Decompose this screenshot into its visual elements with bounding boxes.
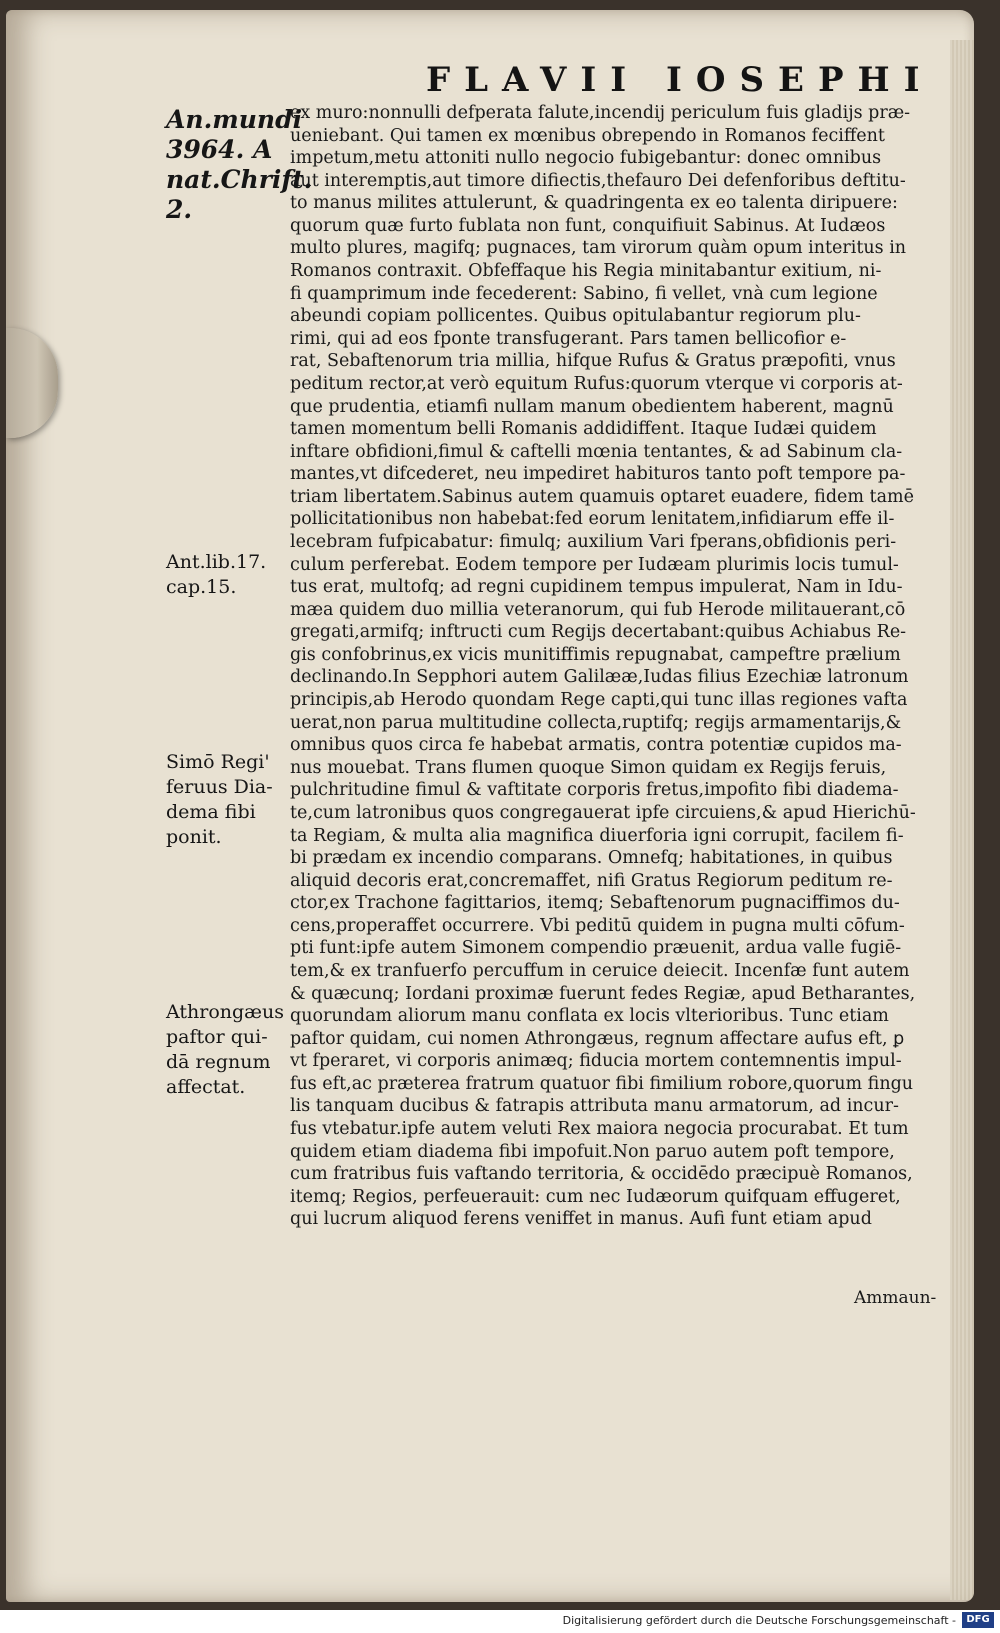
text-line: multo plures, magifq; pugnaces, tam virorum quàm opum interitus in bbox=[290, 238, 907, 259]
book-page bbox=[6, 10, 974, 1602]
text-line: vt fperaret, vi corporis animæq; fiducia mortem contemnentis impul- bbox=[290, 1051, 902, 1072]
dfg-logo: DFG bbox=[962, 1612, 994, 1628]
text-line: cens,properaffet occurrere. Vbi peditū quidem in pugna multi cōfum- bbox=[290, 915, 905, 936]
marginal-reference-note: Ant.lib.17. cap.15. bbox=[166, 551, 267, 598]
text-line: mantes,vt difcederet, neu impediret habituros tanto poft tempore pa- bbox=[290, 464, 906, 485]
text-line: abeundi copiam pollicentes. Quibus opitulabantur regiorum plu- bbox=[290, 306, 861, 327]
marginal-date-note: An.mundi 3964. A nat.Chrift. 2. bbox=[166, 105, 313, 224]
text-line: lis tanquam ducibus & fatrapis attributa manu armatorum, ad incur- bbox=[290, 1096, 899, 1117]
text-line: ueniebant. Qui tamen ex mœnibus obrependo in Romanos feciffent bbox=[290, 125, 885, 146]
text-line: to manus milites attulerunt, & quadringenta ex eo talenta diripuere: bbox=[290, 193, 898, 214]
text-line: fi quamprimum inde fecederent: Sabino, fi vellet, vnà cum legione bbox=[290, 283, 878, 304]
text-line: gregati,armifq; inftructi cum Regijs decertabant:quibus Achiabus Re- bbox=[290, 622, 907, 643]
text-line: qui lucrum aliquod ferens veniffet in manus. Aufi funt etiam apud bbox=[290, 1209, 872, 1230]
catchword: Ammaun- bbox=[854, 1288, 937, 1308]
text-line: impetum,metu attoniti nullo negocio fubigebantur: donec omnibus bbox=[290, 148, 882, 169]
text-line: cum fratribus fuis vaftando territoria, & occidēdo præcipuè Romanos, bbox=[290, 1164, 913, 1185]
text-line: tus erat, multofq; ad regni cupidinem tempus impulerat, Nam in Idu- bbox=[290, 577, 903, 598]
text-line: rat, Sebaftenorum tria millia, hifque Rufus & Gratus præpofiti, vnus bbox=[290, 351, 896, 372]
text-line: bi prædam ex incendio comparans. Omnefq; habitationes, in quibus bbox=[290, 848, 893, 869]
text-line: nus mouebat. Trans flumen quoque Simon quidam ex Regijs feruis, bbox=[290, 757, 887, 778]
text-line: rimi, qui ad eos fponte transfugerant. Pars tamen bellicofior e- bbox=[290, 328, 847, 349]
text-line: lecebram fufpicabatur: fimulq; auxilium Vari fperans,obfidionis peri- bbox=[290, 531, 897, 552]
text-line: quidem etiam diadema fibi impofuit.Non paruo autem poft tempore, bbox=[290, 1141, 895, 1162]
text-line: quorundam aliorum manu conflata ex locis vlterioribus. Tunc etiam bbox=[290, 1006, 889, 1027]
text-line: principis,ab Herodo quondam Rege capti,qui tunc illas regiones vafta bbox=[290, 690, 908, 711]
text-line: paftor quidam, cui nomen Athrongæus, regnum affectare aufus eft, ꝑ bbox=[290, 1028, 905, 1049]
page-edges bbox=[950, 40, 974, 1600]
text-line: ta Regiam, & multa alia magnifica diuerforia igni corrupit, facilem fi- bbox=[290, 825, 904, 846]
text-line: & quæcunq; Iordani proximæ fuerunt fedes Regiæ, apud Betharantes, bbox=[290, 983, 916, 1004]
text-line: fus eft,ac præterea fratrum quatuor fibi fimilium robore,quorum fingu bbox=[290, 1073, 914, 1094]
text-line: ex muro:nonnulli defperata falute,incendij periculum fuis gladijs præ- bbox=[290, 103, 911, 123]
text-line: fus vtebatur.ipfe autem veluti Rex maiora negocia procurabat. Et tum bbox=[290, 1119, 909, 1140]
text-line: quorum quæ furto fublata non funt, conquifiuit Sabinus. At Iudæos bbox=[290, 215, 886, 236]
text-line: omnibus quos circa fe habebat armatis, contra potentiæ cupidos ma- bbox=[290, 735, 902, 756]
text-line: tem,& ex tranfuerfo percuffum in ceruice deiecit. Incenfæ funt autem bbox=[290, 960, 910, 981]
text-line: aut interemptis,aut timore difiectis,thefauro Dei defenforibus deftitu- bbox=[290, 170, 906, 191]
text-line: peditum rector,at verò equitum Rufus:quorum vterque vi corporis at- bbox=[290, 373, 903, 394]
text-line: gis confobrinus,ex vicis munitiffimis repugnabat, campeftre prælium bbox=[290, 644, 901, 665]
text-line: mæa quidem duo millia veteranorum, qui fub Herode militauerant,cō bbox=[290, 599, 906, 620]
text-line: itemq; Regios, perfeuerauit: cum nec Iudæorum quifquam effugeret, bbox=[290, 1186, 901, 1207]
text-line: Romanos contraxit. Obfeffaque his Regia minitabantur exitium, ni- bbox=[290, 261, 882, 282]
text-line: te,cum latronibus quos congregauerat ipfe circuiens,& apud Hierichū- bbox=[290, 802, 916, 823]
text-line: tamen momentum belli Romanis addidiffent. Itaque Iudæi quidem bbox=[290, 419, 877, 440]
text-line: aliquid decoris erat,concremaffet, nifi Gratus Regiorum peditum re- bbox=[290, 870, 893, 891]
text-line: inftare obfidioni,fimul & caftelli mœnia tentantes, & ad Sabinum cla- bbox=[290, 441, 903, 462]
text-line: culum perferebat. Eodem tempore per Iudæam plurimis locis tumul- bbox=[290, 554, 899, 575]
main-text-block bbox=[290, 102, 950, 1231]
page-clip bbox=[6, 328, 58, 438]
funding-credit: Digitalisierung gefördert durch die Deutsche Forschungsgemeinschaft - bbox=[562, 1614, 956, 1627]
marginal-athrongaeus-note: Athrongæus paftor qui- dā regnum affectat. bbox=[166, 1001, 285, 1098]
text-line: uerat,non parua multitudine collecta,ruptifq; regijs armamentarijs,& bbox=[290, 712, 902, 733]
marginal-simon-note: Simō Regi' feruus Dia- dema fibi ponit. bbox=[166, 751, 273, 848]
text-line: que prudentia, etiamfi nullam manum obedientem haberent, magnū bbox=[290, 396, 894, 417]
text-line: pti funt:ipfe autem Simonem compendio præuenit, ardua valle fugiē- bbox=[290, 938, 902, 959]
text-line: pollicitationibus non habebat:fed eorum lenitatem,infidiarum effe il- bbox=[290, 509, 895, 530]
text-line: pulchritudine fimul & vaftitate corporis fretus,impofito fibi diadema- bbox=[290, 780, 899, 801]
text-line: ctor,ex Trachone fagittarios, itemq; Sebaftenorum pugnaciffimos du- bbox=[290, 893, 900, 914]
running-title: FLAVII IOSEPHI bbox=[426, 60, 934, 100]
text-line: declinando.In Sepphori autem Galilææ,Iudas filius Ezechiæ latronum bbox=[290, 667, 909, 688]
text-line: triam libertatem.Sabinus autem quamuis optaret euadere, fidem tamē bbox=[290, 486, 914, 507]
